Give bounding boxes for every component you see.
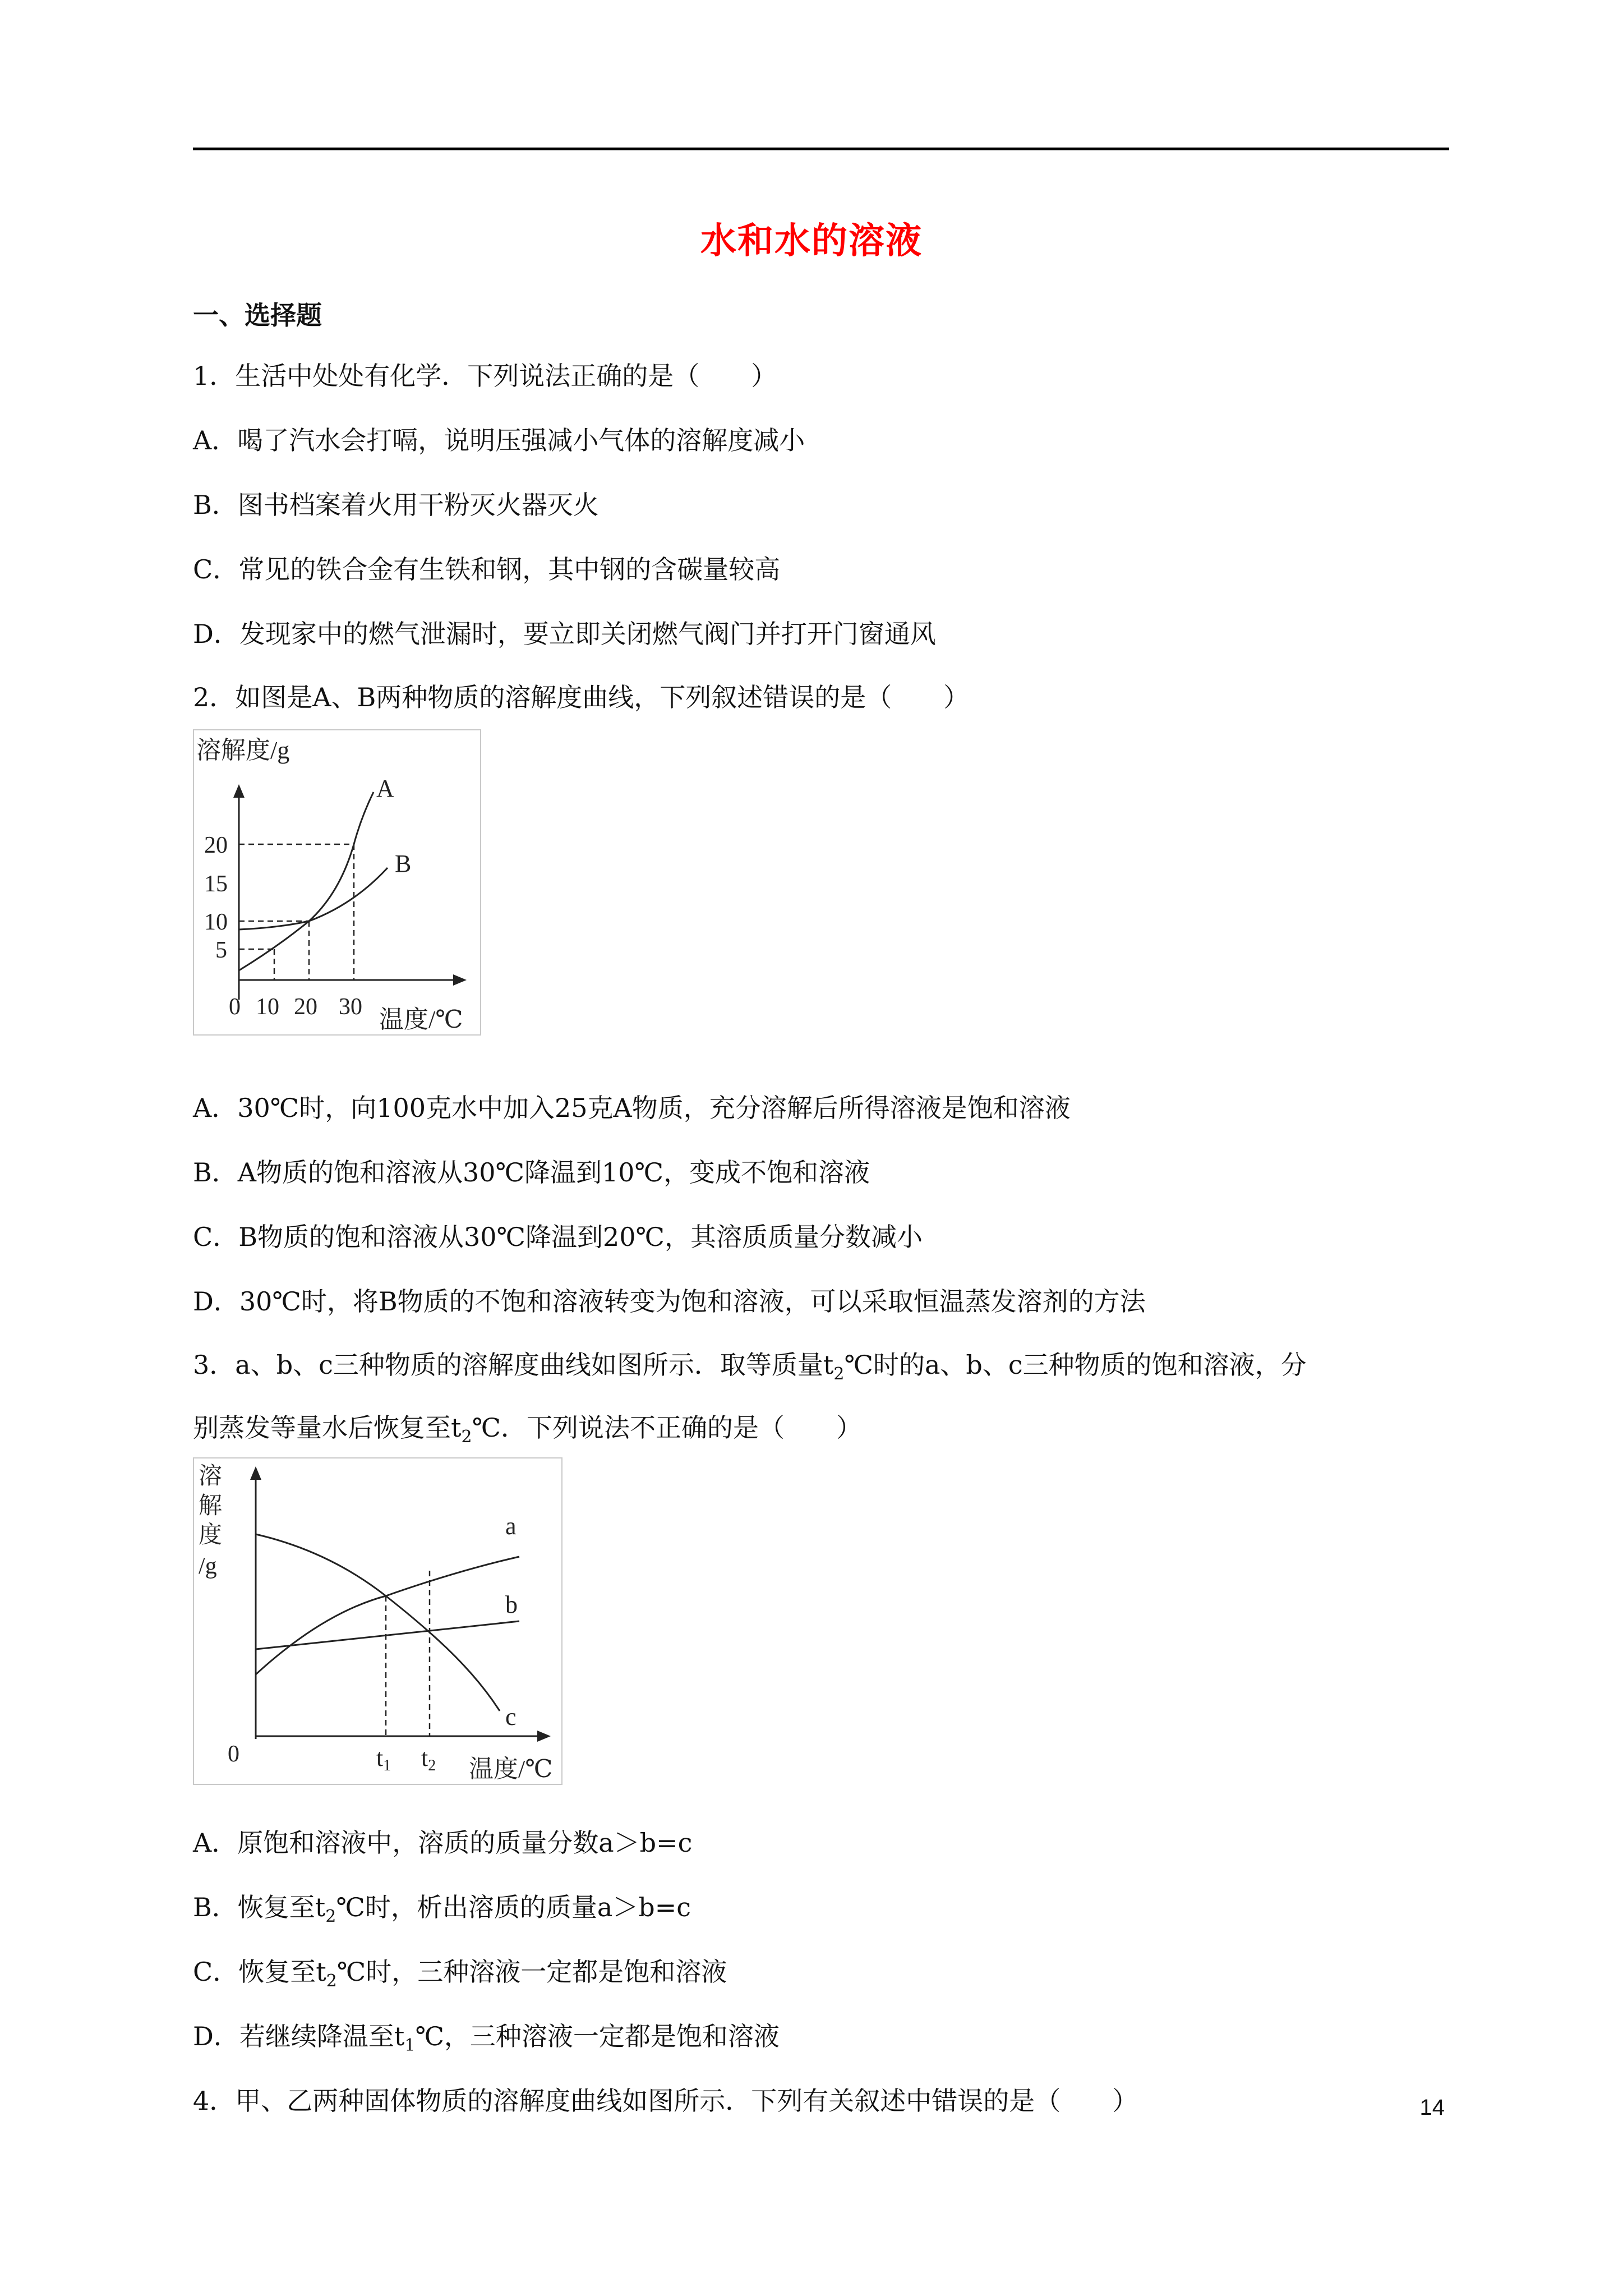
fig1-curve-b-label: B <box>395 850 412 877</box>
q1-option-d: D．发现家中的燃气泄漏时，要立即关闭燃气阀门并打开门窗通风 <box>193 619 936 649</box>
fig2-curve-b <box>256 1621 519 1649</box>
fig2-curve-b-label: b <box>505 1591 518 1618</box>
q2-option-a: A．30℃时，向100克水中加入25克A物质，充分溶解后所得溶液是饱和溶液 <box>193 1093 1071 1123</box>
page-title: 水和水的溶液 <box>700 220 923 262</box>
fig2-ylabel-2: 解 <box>199 1493 223 1519</box>
fig1-ytick-20: 20 <box>204 832 228 858</box>
section-heading: 一、选择题 <box>193 300 322 330</box>
q3-option-c: C．恢复至$t_2℃$时，三种溶液一定都是饱和溶液 <box>193 1957 727 1991</box>
q3-stem: 3．a、b、c三种物质的溶解度曲线如图所示．取等质量$t_2℃$时的a、b、c三种物质的饱和溶液，分 <box>193 1350 1307 1384</box>
header-rule <box>193 148 1449 150</box>
fig1-ytick-5: 5 <box>215 937 227 963</box>
fig1-xtick-20: 20 <box>294 994 317 1020</box>
figure-solubility-ab <box>193 729 481 1036</box>
fig1-curve-a-label: A <box>376 775 394 802</box>
fig2-curve-a <box>256 1557 519 1674</box>
q3-option-d: D．若继续降温至$t_1℃$，三种溶液一定都是饱和溶液 <box>193 2021 780 2056</box>
fig1-y-arrow <box>233 784 245 798</box>
fig2-origin: 0 <box>228 1741 239 1767</box>
q2-option-c: C．B物质的饱和溶液从30℃降温到20℃，其溶质质量分数减小 <box>193 1222 923 1252</box>
fig2-ylabel-3: 度 <box>199 1522 223 1548</box>
q1-stem: 1．生活中处处有化学．下列说法正确的是（ ） <box>193 361 777 391</box>
figure-solubility-abc <box>193 1457 562 1785</box>
page-number: 14 <box>1419 2095 1445 2120</box>
fig2-y-arrow <box>250 1466 261 1480</box>
fig2-curve-a-label: a <box>505 1512 517 1540</box>
fig2-xlabel: 温度/℃ <box>469 1755 553 1783</box>
q3-option-b: B．恢复至$t_2℃$时，析出溶质的质量a＞b=c <box>193 1892 691 1927</box>
q4-stem: 4．甲、乙两种固体物质的溶解度曲线如图所示．下列有关叙述中错误的是（ ） <box>193 2086 1138 2116</box>
fig1-xtick-10: 10 <box>256 994 279 1020</box>
fig1-x-arrow <box>453 974 467 986</box>
q1-option-c: C．常见的铁合金有生铁和钢，其中钢的含碳量较高 <box>193 554 781 585</box>
fig2-curve-c <box>256 1534 500 1711</box>
fig2-guides <box>386 1571 430 1736</box>
fig1-curve-b <box>239 868 388 930</box>
fig2-x-arrow <box>537 1731 551 1742</box>
fig1-ytick-10: 10 <box>204 909 228 935</box>
fig1-xlabel: 温度/℃ <box>379 1006 463 1033</box>
fig1-ytick-15: 15 <box>204 871 228 897</box>
fig1-origin: 0 <box>229 994 241 1020</box>
fig1-ylabel: 溶解度/g <box>196 737 290 764</box>
fig2-ylabel-4: /g <box>199 1553 217 1579</box>
fig1-xtick-30: 30 <box>339 994 362 1020</box>
q3-stem-line2: 别蒸发等量水后恢复至$t_2℃$．下列说法不正确的是（ ） <box>193 1412 863 1447</box>
fig2-ylabel-1: 溶 <box>199 1464 223 1489</box>
q3-option-a: A．原饱和溶液中，溶质的质量分数a＞b=c <box>193 1828 693 1858</box>
q1-option-b: B．图书档案着火用干粉灭火器灭火 <box>193 490 599 520</box>
q2-stem: 2．如图是A、B两种物质的溶解度曲线，下列叙述错误的是（ ） <box>193 682 970 712</box>
fig2-curve-c-label: c <box>505 1703 517 1731</box>
q2-option-b: B．A物质的饱和溶液从30℃降温到10℃，变成不饱和溶液 <box>193 1157 870 1188</box>
q2-option-d: D．30℃时，将B物质的不饱和溶液转变为饱和溶液，可以采取恒温蒸发溶剂的方法 <box>193 1286 1146 1317</box>
fig2-t2-label: t2 <box>421 1744 436 1774</box>
q1-option-a: A．喝了汽水会打嗝，说明压强减小气体的溶解度减小 <box>193 425 805 455</box>
fig2-t1-label: t1 <box>376 1744 391 1774</box>
